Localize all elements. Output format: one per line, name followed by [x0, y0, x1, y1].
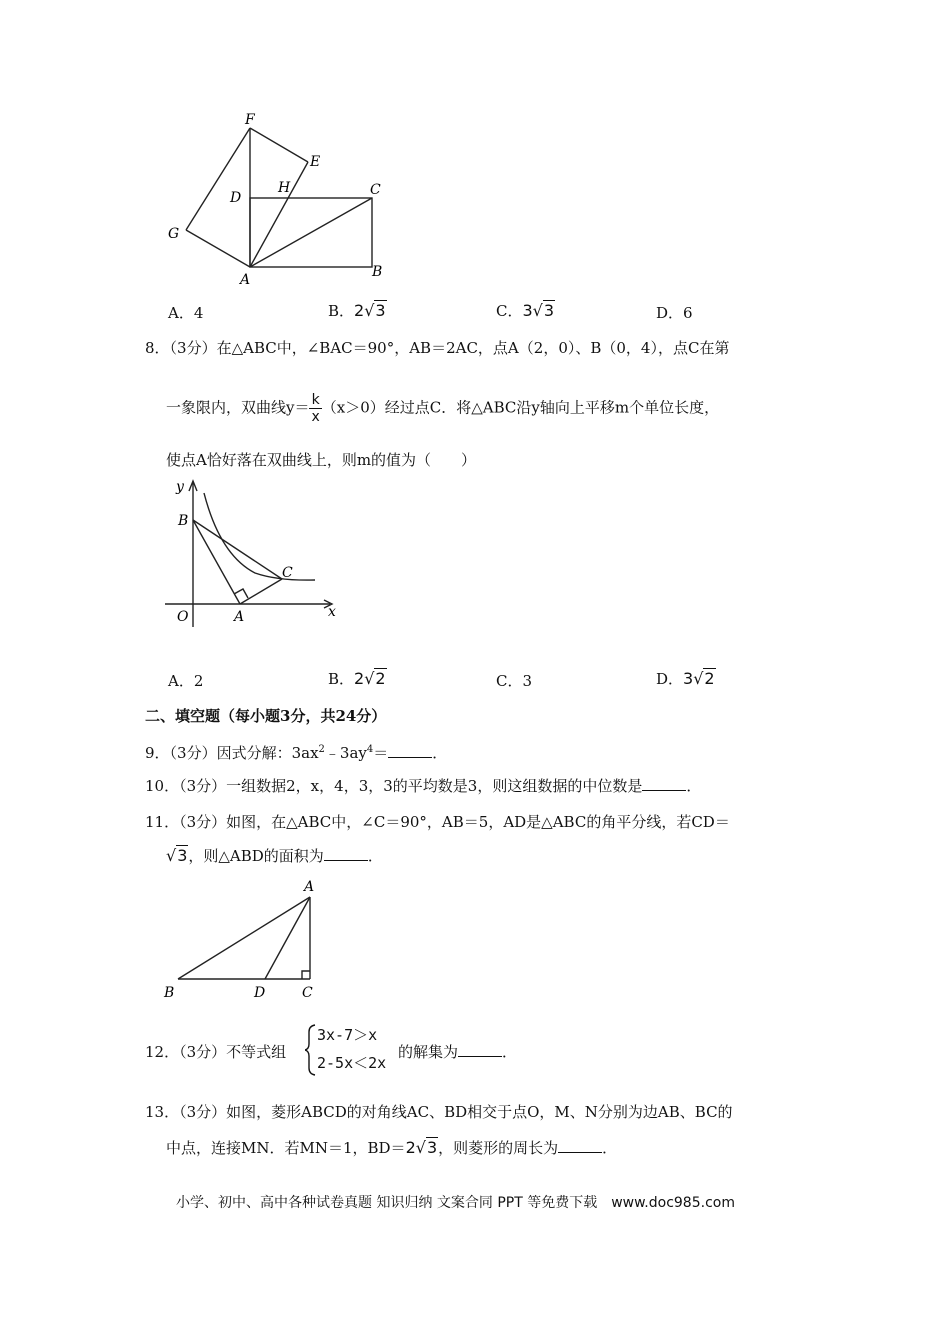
label-d: D	[230, 190, 242, 206]
q9: 9．（3分）因式分解：$3ax^2﹣3ay^4=$ ．	[145, 744, 448, 762]
label-b: B	[178, 513, 189, 529]
q7-option-c: C．3√3	[496, 301, 555, 320]
section-heading: 二、填空题（每小题3分，共24分）	[145, 707, 387, 725]
label-f: F	[245, 112, 255, 128]
q11-line2: √3，则△ABD的面积为 ．	[166, 846, 383, 865]
label-c: C	[282, 565, 293, 581]
label-o: O	[177, 609, 189, 625]
q8-line1: 8．（3分）在△ABC中，∠BAC＝90°，AB＝2AC，点A（2，0）、B（0，4），点C在第	[145, 339, 730, 357]
label-a: A	[304, 879, 315, 895]
label-e: E	[310, 154, 321, 170]
label-a: A	[240, 272, 251, 288]
q7-option-d: D．6	[656, 304, 693, 322]
q7-option-b: B．2√3	[328, 301, 386, 320]
q8-option-a: A．2	[168, 672, 204, 690]
q8-line3: 使点A恰好落在双曲线上，则m的值为（ ）	[166, 451, 477, 469]
answer-blank	[558, 1138, 602, 1153]
answer-blank	[324, 846, 368, 861]
q11-line1: 11．（3分）如图，在△ABC中，∠C＝90°，AB＝5，AD是△ABC的角平分线，若CD＝	[145, 813, 730, 831]
label-a: A	[234, 609, 245, 625]
figure-q11	[160, 875, 330, 1005]
figure-q7	[160, 110, 400, 290]
q8-option-d: D．3√2	[656, 669, 715, 688]
answer-blank	[642, 776, 686, 791]
label-c: C	[302, 985, 313, 1001]
answer-blank	[388, 743, 432, 758]
figure-q8	[160, 475, 350, 630]
label-x: x	[328, 604, 336, 620]
label-h: H	[278, 180, 291, 196]
q13-line2: 中点，连接MN．若MN＝1，BD＝2√3，则菱形的周长为 ．	[166, 1138, 618, 1157]
label-c: C	[370, 182, 381, 198]
q10: 10．（3分）一组数据2，x，4，3，3的平均数是3，则这组数据的中位数是 ．	[145, 777, 702, 795]
page-footer: 小学、初中、高中各种试卷真题 知识归纳 文案合同 PPT 等免费下载 www.doc985.com	[176, 1195, 735, 1211]
label-y: y	[176, 479, 184, 495]
fraction-k-over-x: $\frac{k}{x}$	[311, 392, 320, 425]
label-d: D	[254, 985, 266, 1001]
q8-line2: 一象限内，双曲线y＝ $\frac{k}{x}$ （x＞0）经过点C．将△ABC沿y轴向上平移m个单位长度，	[166, 392, 720, 425]
q12: 12．（3分）不等式组	[145, 1043, 287, 1061]
q13-line1: 13．（3分）如图，菱形ABCD的对角线AC、BD相交于点O，M、N分别为边AB、BC的	[145, 1103, 733, 1121]
label-b: B	[164, 985, 175, 1001]
q12-tail: 的解集为 ．	[398, 1043, 518, 1061]
left-brace-icon	[305, 1024, 317, 1076]
q8-option-b: B．2√2	[328, 669, 386, 688]
label-b: B	[372, 264, 383, 280]
q8-option-c: C．3	[496, 672, 533, 690]
label-g: G	[168, 226, 180, 242]
answer-blank	[458, 1042, 502, 1057]
q7-option-a: A．4	[168, 304, 204, 322]
